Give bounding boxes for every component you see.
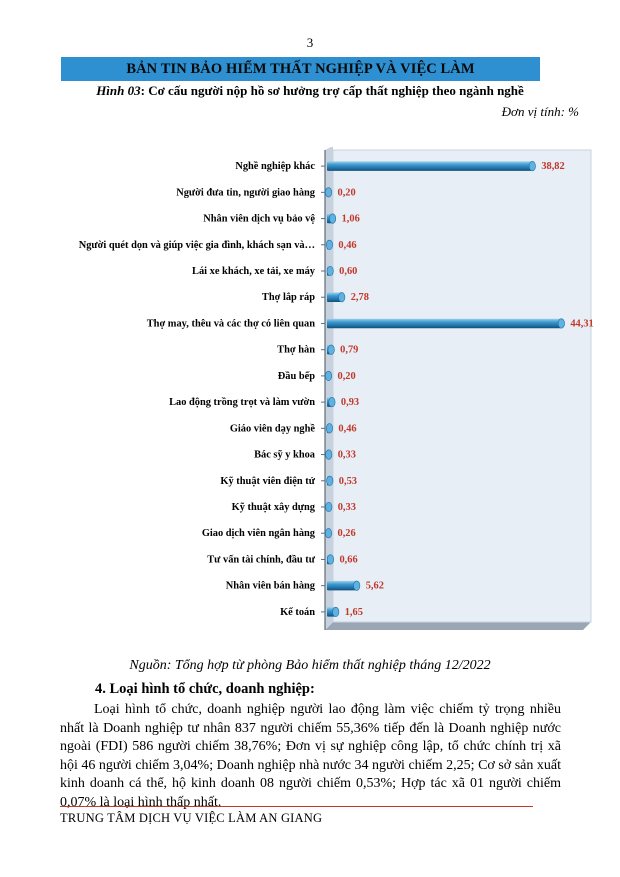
category-label: Nhân viên dịch vụ bảo vệ [203,213,315,225]
bar-cap [327,476,333,486]
bar-cap [326,424,332,434]
bar [327,161,532,171]
value-label: 0,46 [338,423,357,435]
value-label: 1,06 [341,213,360,225]
bar-cap [328,345,334,355]
bar-cap [325,528,331,538]
plot-background [333,150,594,622]
figure-source: Nguồn: Tổng hợp từ phòng Bảo hiểm thất nghiệp tháng 12/2022 [129,658,491,673]
category-label: Thợ lắp ráp [261,292,315,304]
bar-cap [326,502,332,512]
figure-label: Hình 03 [96,83,141,98]
bar-cap [329,214,335,224]
category-label: Kỹ thuật xây dựng [231,502,315,513]
category-label: Lao động trồng trọt và làm vườn [169,397,315,409]
category-label: Thợ may, thêu và các thợ có liên quan [146,318,315,330]
category-label: Thợ hàn [277,344,315,356]
category-label: Kỹ thuật viên điện tử [220,475,315,487]
category-label: Người quét dọn và giúp việc gia đình, khách sạn và… [78,239,315,251]
footer-divider [60,806,533,807]
value-label: 0,20 [337,370,356,382]
value-label: 0,33 [337,502,356,513]
value-label: 0,26 [337,528,356,540]
bar-cap [327,555,333,565]
bar-cap [529,161,535,171]
category-label: Đầu bếp [277,370,315,382]
category-label: Bác sỹ y khoa [254,449,315,461]
figure-title [0,83,620,99]
bar-cap [327,266,333,276]
figure-title-text: : Cơ cấu người nộp hồ sơ hưởng trợ cấp thất nghiệp theo ngành nghề [140,83,524,98]
category-label: Người đưa tin, người giao hàng [176,187,315,199]
category-label: Lái xe khách, xe tải, xe máy [192,266,315,277]
footer-text: TRUNG TÂM DỊCH VỤ VIỆC LÀM AN GIANG [60,811,323,825]
bar-cap [333,607,339,617]
value-label: 44,31 [570,318,594,330]
value-label: 0,20 [337,187,356,199]
section-heading: 4. Loại hình tổ chức, doanh nghiệp: [95,681,315,697]
bar-cap [329,397,335,407]
value-label: 0,46 [338,239,357,251]
category-label: Giáo viên dạy nghề [229,423,315,435]
value-label: 1,65 [344,606,363,618]
value-label: 0,53 [338,475,357,487]
value-label: 0,79 [340,344,359,356]
bar [327,581,357,591]
unit-note: Đơn vị tính: % [501,104,579,119]
category-label: Tư vấn tài chính, đầu tư [207,554,315,566]
bar-cap [325,371,331,381]
bar-chart [63,147,607,637]
value-label: 0,93 [340,397,360,409]
category-label: Kế toán [280,606,315,618]
page-number: 3 [306,35,314,50]
category-label: Nghề nghiệp khác [235,161,315,173]
category-label: Giao dịch viên ngân hàng [201,528,315,540]
bar-cap [339,292,345,302]
bulletin-banner: BẢN TIN BẢO HIỂM THẤT NGHIỆP VÀ VIỆC LÀM [61,57,540,81]
bar [327,319,561,329]
plot-floor [325,622,591,630]
value-label: 0,60 [339,266,358,277]
section-paragraph: Loại hình tổ chức, doanh nghiệp người lao động làm việc chiếm tỷ trọng nhiều nhất là Doanh nghiệp tư nhân 837 người chiếm 55,36% tiếp đến là Doanh nghiệp nước ngoài (FDI) 586 người chiếm 38,76%; Đơn vị sự nghiệp công lập, tổ chức chính trị xã hội 46 người chiếm 3,04%; Doanh nghiệp nhà nước 34 người chiếm 2,25; Cơ sở sản xuất kinh doanh cá thể, hộ kinh doanh 08 người chiếm 0,53%; Hợp tác xã 01 người chiếm 0,07% là loại hình thấp nhất. [60,702,561,810]
bar-cap [326,240,332,250]
value-label: 5,62 [365,580,384,592]
bar-cap [558,319,564,329]
bar-cap [326,450,332,460]
value-label: 0,33 [337,449,356,461]
value-label: 38,82 [541,161,565,173]
bar-cap [354,581,360,591]
category-label: Nhân viên bán hàng [225,580,315,592]
value-label: 2,78 [350,292,369,304]
value-label: 0,66 [339,554,358,566]
bar-cap [325,188,331,198]
